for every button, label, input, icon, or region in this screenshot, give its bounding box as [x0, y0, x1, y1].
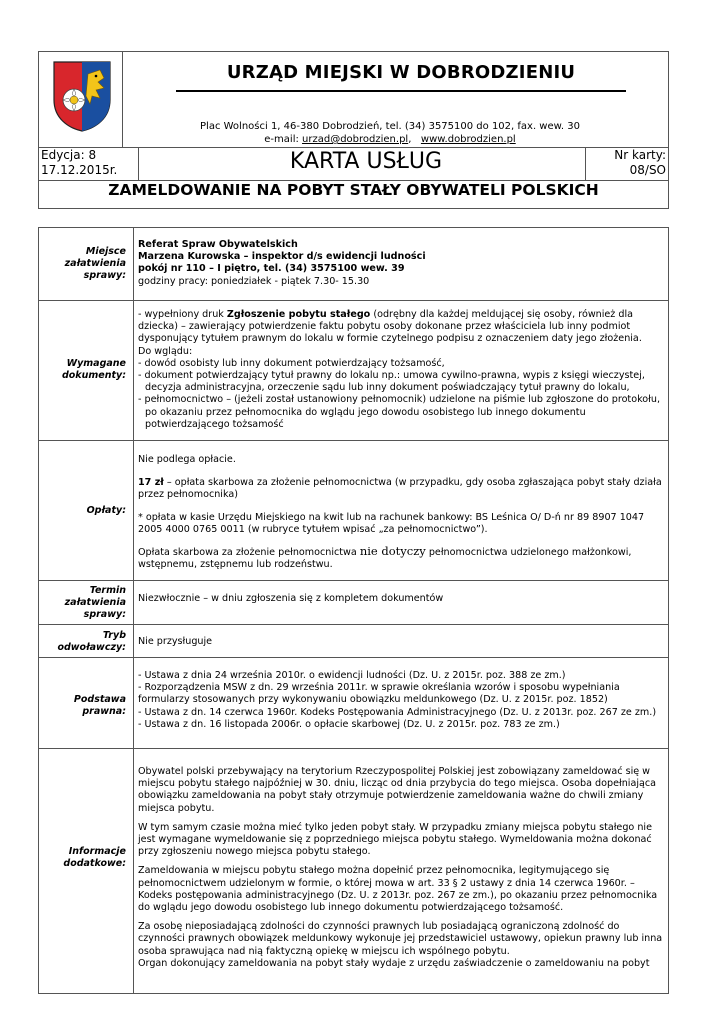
- edition-label: Edycja: 8: [41, 148, 97, 162]
- row-label-tryb: Tryb odwoławczy:: [57, 630, 126, 653]
- row-label-podstawa: Podstawa prawna:: [73, 694, 126, 717]
- website-link[interactable]: www.dobrodzien.pl: [420, 134, 516, 145]
- table-row-divider: [38, 440, 669, 441]
- contact-line: e-mail: urzad@dobrodzien.pl, www.dobrodzien.pl: [264, 134, 516, 145]
- address-line: Plac Wolności 1, 46-380 Dobrodzień, tel. (34) 3575100 do 102, fax. wew. 30: [200, 121, 580, 132]
- row-label-dokumenty: Wymagane dokumenty:: [61, 358, 126, 381]
- card-title: KARTA USŁUG: [289, 149, 443, 174]
- row-content-miejsce: Referat Spraw Obywatelskich Marzena Kurowska – inspektor d/s ewidencji ludności pokój nr 110 – I piętro, tel. (34) 3575100 wew. 39 godziny pracy: poniedziałek - piątek 7.30- 15.30: [138, 239, 426, 287]
- row-label-informacje: Informacje dodatkowe:: [63, 846, 126, 869]
- email-label: e-mail:: [264, 134, 299, 145]
- card-number: [588, 148, 666, 178]
- row-label-termin: Termin załatwienia sprawy:: [64, 585, 126, 620]
- row-content-dokumenty: - wypełniony druk Zgłoszenie pobytu stałego (odrębny dla każdej meldującej się osoby, również dla dziecka) – zawierający potwierdzenie faktu pobytu osoby dokonane przez właściciela lub inny podmiot dysponujący tytułem prawnym do lokalu w formie czytelnego podpisu z oznaczeniem daty jego złożenia. Do wglądu: - dowód osobisty lub inny dokument potwierdzający tożsamość, - dokument potwierdzający tytuł prawny do lokalu np.: umowa cywilno-prawna, wypis z księgi wieczystej, decyzja administracyjna, orzeczenie sądu lub inny dokument poświadczający tytuł prawny do lokalu, - pełnomocnictwo – (jeżeli został ustanowiony pełnomocnik) udzielone na piśmie lub zgłoszone do protokołu, po okazaniu przez pełnomocnika do wglądu jego dowodu osobistego lub innego dokumentu potwierdzającego tożsamość: [138, 309, 661, 430]
- coat-of-arms-icon: [52, 60, 112, 132]
- row-label-oplaty: Opłaty:: [86, 505, 126, 516]
- table-column-divider: [133, 227, 134, 994]
- header-divider: [585, 147, 586, 181]
- row-label-miejsce: Miejsce załatwienia sprawy:: [64, 246, 126, 281]
- table-row-divider: [38, 300, 669, 301]
- card-number-value: 08/SO: [629, 163, 666, 177]
- header-divider: [138, 147, 139, 181]
- table-row-divider: [38, 657, 669, 658]
- table-row-divider: [38, 748, 669, 749]
- table-row-divider: [38, 624, 669, 625]
- office-underline: [176, 90, 626, 92]
- table-row-divider: [38, 580, 669, 581]
- header-divider: [122, 51, 123, 148]
- row-content-podstawa: - Ustawa z dnia 24 września 2010r. o ewidencji ludności (Dz. U. z 2015r. poz. 388 ze zm.) - Rozporządzenia MSW z dn. 29 września 2011r. w sprawie określania wzorów i sposobu wypełniania formularzy stosowanych przy wykonywaniu obowiązku meldunkowego (Dz. U. z 2015r. poz. 1852) - Ustawa z dn. 14 czerwca 1960r. Kodeks Postępowania Administracyjnego (Dz. U. z 2013r. poz. 267 ze zm.) - Ustawa z dn. 16 listopada 2006r. o opłacie skarbowej (Dz. U. z 2015r. poz. 783 ze zm.): [138, 670, 657, 730]
- main-title: ZAMELDOWANIE NA POBYT STAŁY OBYWATELI POLSKICH: [108, 181, 599, 199]
- office-name: URZĄD MIEJSKI W DOBRODZIENIU: [226, 62, 576, 83]
- row-content-informacje: Obywatel polski przebywający na terytorium Rzeczypospolitej Polskiej jest zobowiązany zameldować się w miejscu pobytu stałego najpóźniej w 30. dniu, licząc od dnia przybycia do tego miejsca. Osoba dopełniająca obowiązku zameldowania na pobyt stały otrzymuje potwierdzenie zameldowania ważne do chwili zmiany miejsca pobytu. W tym samym czasie można mieć tylko jeden pobyt stały. W przypadku zmiany miejsca pobytu stałego nie jest wymagane wymeldowanie się z poprzedniego miejsca pobytu stałego. Wymeldowania można dokonać przy zgłoszeniu nowego miejsca pobytu stałego. Zameldowania w miejscu pobytu stałego można dopełnić przez pełnomocnika, legitymującego się pełnomocnictwem udzielonym w formie, o której mowa w art. 33 § 2 ustawy z dnia 14 czerwca 1960r. – Kodeks postępowania administracyjnego (Dz. U. z 2013r. poz. 267 ze zm.), po okazaniu przez pełnomocnika do wglądu jego dowodu osobistego lub innego dokumentu potwierdzającego tożsamość. Za osobę nieposiadającą zdolności do czynności prawnych lub posiadającą ograniczoną zdolność do czynności prawnych obowiązek meldunkowy wykonuje jej przedstawiciel ustawowy, opiekun prawny lub inna osoba sprawująca nad nią faktyczną opiekę w miejscu ich wspólnego pobytu. Organ dokonujący zameldowania na pobyt stały wydaje z urzędu zaświadczenie o zameldowaniu na pobyt: [138, 766, 663, 969]
- edition-info: [41, 148, 137, 178]
- edition-date: 17.12.2015r.: [41, 163, 118, 177]
- office-address: [130, 120, 650, 146]
- row-content-oplaty: Nie podlega opłacie. 17 zł – opłata skarbowa za złożenie pełnomocnictwa (w przypadku, gdy osoba zgłaszająca pobyt stały działa przez pełnomocnika) * opłata w kasie Urzędu Miejskiego na kwit lub na rachunek bankowy: BS Leśnica O/ D-ń nr 89 8907 1047 2005 4000 0765 0011 (w rubryce tytułem wpisać „za pełnomocnictwo”). Opłata skarbowa za złożenie pełnomocnictwa nie dotyczy pełnomocnictwa udzielonego małżonkowi, wstępnemu, zstępnemu lub rodzeństwu.: [138, 454, 662, 571]
- email-link[interactable]: urzad@dobrodzien.pl: [302, 134, 409, 145]
- row-content-termin: Niezwłocznie – w dniu zgłoszenia się z kompletem dokumentów: [138, 593, 444, 604]
- row-content-tryb: Nie przysługuje: [138, 636, 213, 647]
- card-number-label: Nr karty:: [614, 148, 666, 162]
